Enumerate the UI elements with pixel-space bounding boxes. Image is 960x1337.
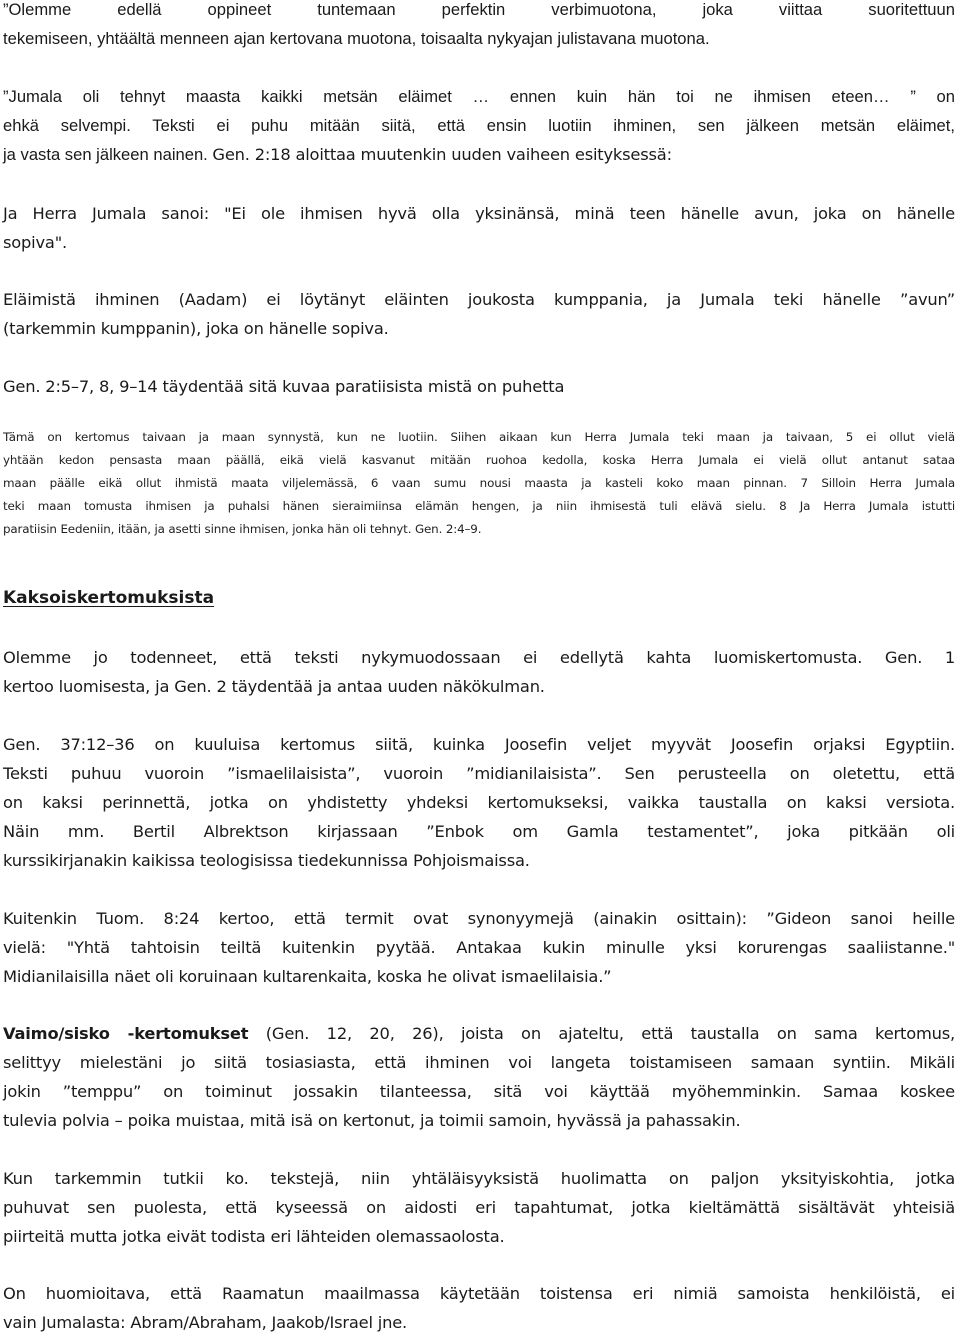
paragraph-animals-created <box>3 82 955 169</box>
paragraph-perfect-tense <box>3 0 955 53</box>
text-line: ”Jumala oli tehnyt maasta kaikki metsän eläimet … ennen kuin hän toi ne ihmisen eteen… ” on <box>3 87 955 106</box>
text-line: vain Jumalasta: Abram/Abraham, Jaakob/Israel jne. <box>3 1313 408 1332</box>
text-line: piirteitä mutta jotka eivät todista eri lähteiden olemassaolosta. <box>3 1227 505 1246</box>
text-line: kertoo luomisesta, ja Gen. 2 täydentää ja antaa uuden näkökulman. <box>3 677 545 696</box>
text-line: puhuvat sen puolesta, että kyseessä on aidosti eri tapahtumat, jotka kieltämättä sisältävät yhteisiä <box>3 1198 955 1217</box>
text-line: On huomioitava, että Raamatun maailmassa käytetään toistensa eri nimiä samoista henkilöistä, ei <box>3 1284 955 1303</box>
text-line: Eläimistä ihminen (Aadam) ei löytänyt eläinten joukosta kumppania, ja Jumala teki hänelle ”avun” <box>3 290 955 309</box>
text-line: tekemiseen, yhtäältä menneen ajan kertovana muotona, toisaalta nykyajan julistavana muotona. <box>3 29 710 48</box>
paragraph-god-said <box>3 199 955 257</box>
paragraph-two-creation-accounts <box>3 643 955 701</box>
paragraph-details-differ <box>3 1164 955 1251</box>
text-line: Näin mm. Bertil Albrektson kirjassaan ”Enbok om Gamla testamentet”, joka pitkään oli <box>3 822 955 841</box>
text-line: (tarkemmin kumppanin), joka on hänelle sopiva. <box>3 319 389 338</box>
quote-line: teki maan tomusta ihmisen ja puhalsi hänen sieraimiinsa elämän hengen, ja niin ihmisestä tuli elävä sielu. 8 Ja Herra Jumala istutti <box>3 499 955 513</box>
text-line: Teksti puhuu vuoroin ”ismaelilaisista”, vuoroin ”midianilaisista”. Sen perusteella on oletettu, että <box>3 764 955 783</box>
paragraph-different-names <box>3 1279 955 1337</box>
text-line: ehkä selvempi. Teksti ei puhu mitään siitä, että ensin luotiin ihminen, sen jälkeen metsän eläimet, <box>3 116 955 135</box>
quote-line: yhtään kedon pensasta maan päällä, eikä vielä kasvanut mitään ruohoa kedolla, koska Herra Jumala ei vielä ollut antanut sataa <box>3 453 955 467</box>
scripture-quote-block <box>3 426 955 541</box>
paragraph-wife-sister-stories <box>3 1019 955 1135</box>
text-line: kurssikirjanakin kaikissa teologisissa tiedekunnissa Pohjoismaissa. <box>3 851 530 870</box>
paragraph-joseph-story <box>3 730 955 875</box>
bold-lead-term: Vaimo/sisko -kertomukset <box>3 1024 249 1043</box>
text-line: selittyy mielestäni jo siitä tosiasiasta, että ihminen voi langeta toistamiseen samaan syntiin. Mikäli <box>3 1053 955 1072</box>
text-line: Gen. 2:5–7, 8, 9–14 täydentää sitä kuvaa paratiisista mistä on puhetta <box>3 377 565 396</box>
paragraph-paradise-reference <box>3 372 955 401</box>
text-line: sopiva". <box>3 233 67 252</box>
text-line: Midianilaisilla näet oli koruinaan kultarenkaita, koska he olivat ismaelilaisia.” <box>3 967 612 986</box>
text-line: Gen. 37:12–36 on kuuluisa kertomus siitä, kuinka Joosefin veljet myyvät Joosefin orjaksi Egyptiin. <box>3 735 955 754</box>
text-line: ”Olemme edellä oppineet tuntemaan perfektin verbimuotona, joka viittaa suoritettuun <box>3 0 955 19</box>
quote-line: paratiisin Eedeniin, itään, ja asetti sinne ihmisen, jonka hän oli tehnyt. Gen. 2:4–9. <box>3 522 482 536</box>
text-line: Kun tarkemmin tutkii ko. tekstejä, niin yhtäläisyyksistä huolimatta on paljon yksityiskohtia, jotka <box>3 1169 955 1188</box>
text-line: Kuitenkin Tuom. 8:24 kertoo, että termit ovat synonyymejä (ainakin osittain): ”Gideon sanoi heille <box>3 909 955 928</box>
text-line: vielä: "Yhtä tahtoisin teiltä kuitenkin pyytää. Antakaa kukin minulle yksi korurengas saaliistanne." <box>3 938 955 957</box>
text-line <box>3 140 955 169</box>
paragraph-judges-reference <box>3 904 955 991</box>
quote-line: Tämä on kertomus taivaan ja maan synnystä, kun ne luotiin. Siihen aikaan kun Herra Jumala teki maan ja taivaan, 5 ei ollut vielä <box>3 430 955 444</box>
text-line: on kaksi perinnettä, jotka on yhdistetty yhdeksi kertomukseksi, vaikka taustalla on kaksi versiota. <box>3 793 955 812</box>
text-fragment: (Gen. 12, 20, 26), joista on ajateltu, että taustalla on sama kertomus, <box>248 1024 955 1043</box>
text-line: jokin ”temppu” on toiminut jossakin tilanteessa, sitä voi käyttää myöhemminkin. Samaa koskee <box>3 1082 955 1101</box>
section-heading: Kaksoiskertomuksista <box>3 588 215 608</box>
text-line: Olemme jo todenneet, että teksti nykymuodossaan ei edellytä kahta luomiskertomusta. Gen. 1 <box>3 648 955 667</box>
text-line: tulevia polvia – poika muistaa, mitä isä on kertonut, ja toimii samoin, hyvässä ja pahassakin. <box>3 1111 741 1130</box>
text-fragment: Gen. 2:18 aloittaa muutenkin uuden vaiheen esityksessä: <box>212 145 672 164</box>
text-fragment: ja vasta sen jälkeen nainen. <box>3 145 213 164</box>
paragraph-companion <box>3 285 955 343</box>
quote-line: maan päälle eikä ollut ihmistä maata viljelemässä, 6 vaan sumu nousi maasta ja kasteli koko maan pinnan. 7 Silloin Herra Jumala <box>3 476 955 490</box>
text-line: Ja Herra Jumala sanoi: "Ei ole ihmisen hyvä olla yksinänsä, minä teen hänelle avun, joka on hänelle <box>3 204 955 223</box>
text-line <box>3 1019 955 1048</box>
